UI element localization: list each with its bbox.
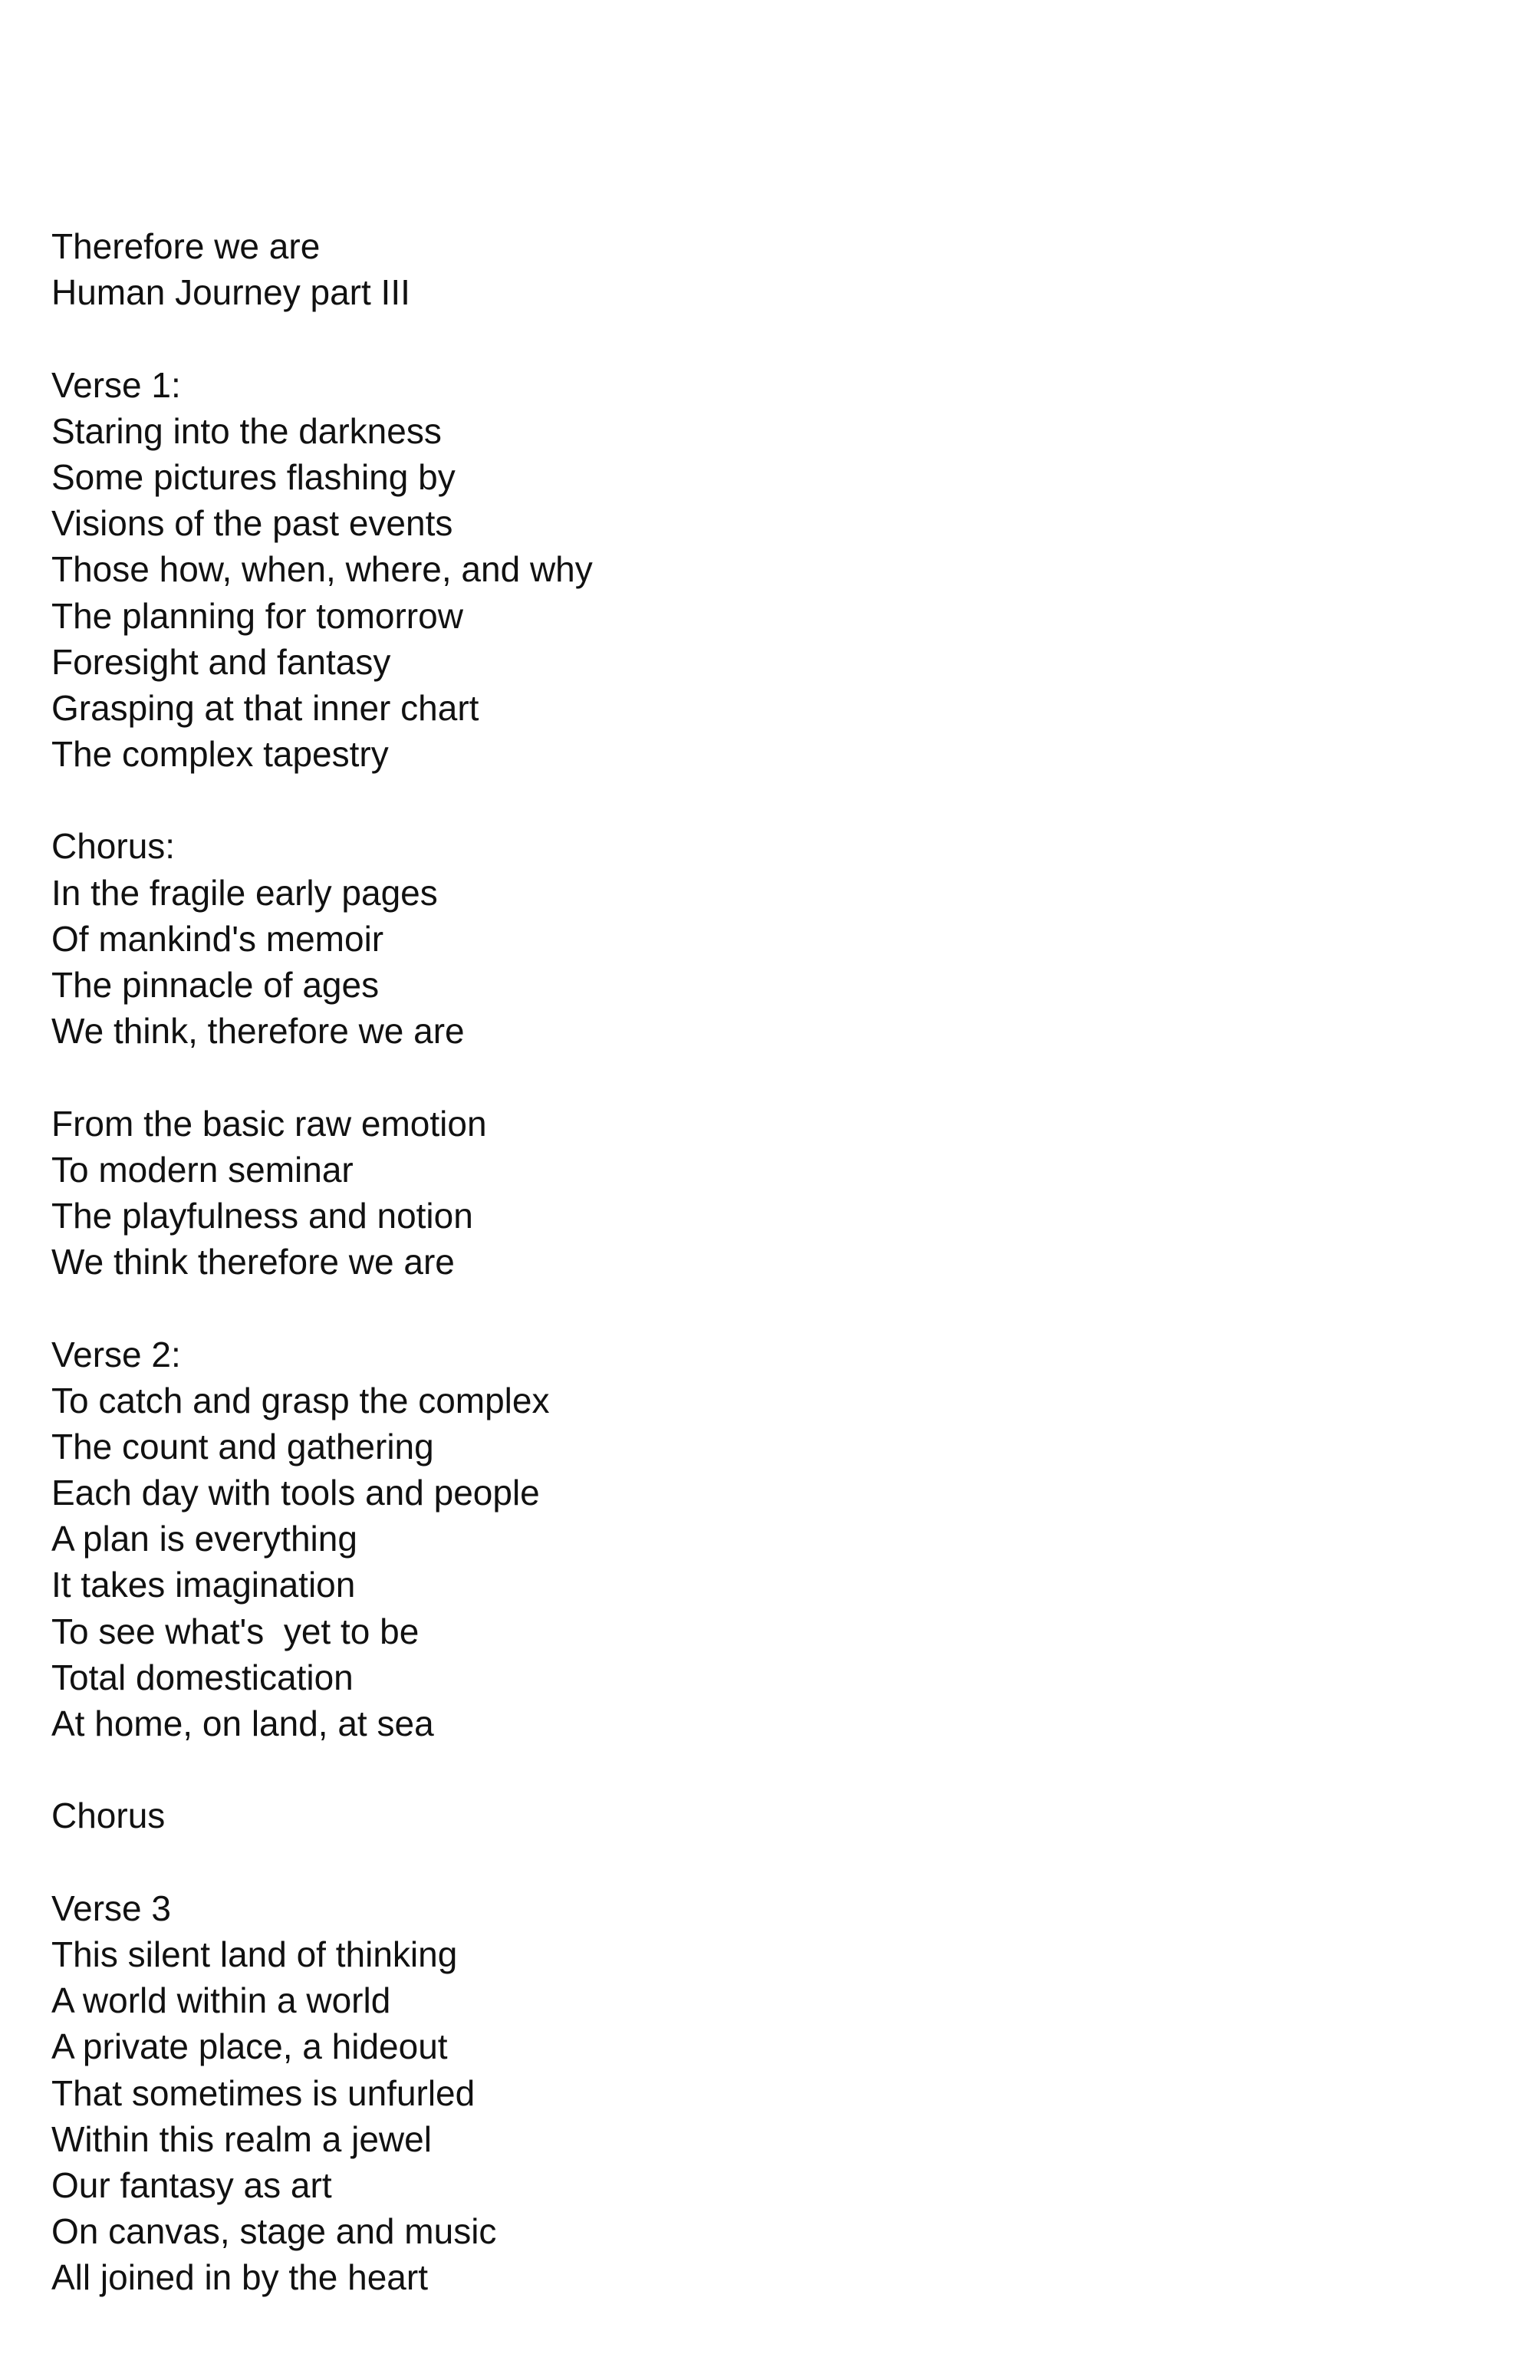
lyric-line: Visions of the past events	[51, 503, 453, 544]
lyric-line: The planning for tomorrow	[51, 595, 463, 636]
lyric-line: It takes imagination	[51, 1565, 356, 1605]
lyric-line: Of mankind's memoir	[51, 918, 384, 959]
lyric-line: A plan is everything	[51, 1519, 357, 1559]
blank-line	[51, 1285, 593, 1331]
lyric-line: The playfulness and notion	[51, 1195, 473, 1236]
lyric-line: Staring into the darkness	[51, 410, 442, 451]
lyric-line: We think therefore we are	[51, 1242, 455, 1282]
lyric-line: That sometimes is unfurled	[51, 2072, 475, 2113]
section-heading-verse-1: Verse 1:	[51, 364, 181, 405]
lyric-line: To catch and grasp the complex	[51, 1380, 550, 1420]
lyric-line: The complex tapestry	[51, 734, 389, 775]
lyric-line: Within this realm a jewel	[51, 2118, 432, 2159]
section-heading-chorus-repeat: Chorus	[51, 1796, 166, 1836]
lyric-line: Our fantasy as art	[51, 2164, 332, 2205]
lyric-line: Grasping at that inner chart	[51, 687, 479, 728]
blank-line	[51, 1054, 593, 1100]
lyric-line: All joined in by the heart	[51, 2257, 428, 2298]
lyric-line: We think, therefore we are	[51, 1011, 465, 1052]
section-heading-verse-3: Verse 3	[51, 1888, 171, 1928]
lyric-line: The pinnacle of ages	[51, 965, 380, 1005]
blank-line	[51, 777, 593, 823]
lyric-line: At home, on land, at sea	[51, 1704, 434, 1743]
lyric-line: From the basic raw emotion	[51, 1103, 487, 1144]
lyric-line: This silent land of thinking	[51, 1934, 458, 1974]
blank-line	[51, 1746, 593, 1792]
lyric-line: Each day with tools and people	[51, 1473, 540, 1513]
lyric-line: Foresight and fantasy	[51, 641, 391, 682]
section-heading-verse-2: Verse 2:	[51, 1334, 181, 1374]
lyric-line: Total domestication	[51, 1657, 354, 1697]
lyric-line: On canvas, stage and music	[51, 2211, 497, 2252]
blank-line	[51, 1839, 593, 1885]
blank-line	[51, 315, 593, 361]
lyric-line: To see what's yet to be	[51, 1611, 420, 1651]
subtitle-line: Human Journey part III	[51, 272, 410, 313]
section-heading-chorus: Chorus:	[51, 826, 176, 867]
lyric-line: Some pictures flashing by	[51, 456, 456, 497]
lyric-line: In the fragile early pages	[51, 872, 438, 913]
lyric-line: Those how, when, where, and why	[51, 549, 593, 590]
lyric-line: A world within a world	[51, 1980, 391, 2021]
title-line: Therefore we are	[51, 226, 321, 266]
lyric-line: The count and gathering	[51, 1426, 434, 1467]
lyric-line: To modern seminar	[51, 1149, 354, 1190]
lyric-line: A private place, a hideout	[51, 2026, 448, 2067]
lyrics-text	[51, 223, 593, 2300]
